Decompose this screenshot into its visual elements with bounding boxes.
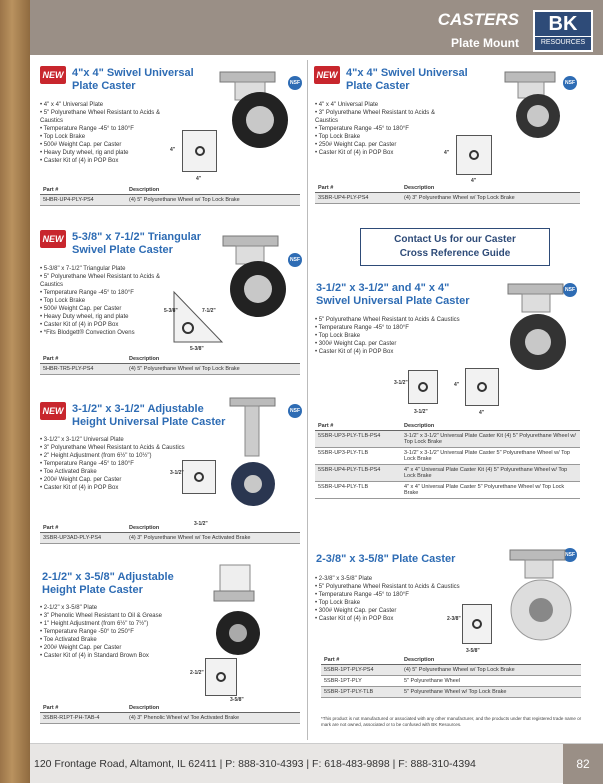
product-title: 3-1/2" x 3-1/2" Adjustable Height Universal Plate Caster — [72, 403, 226, 428]
table-row: 5SBR-1PT-PLY-TLB 5" Polyurethane Wheel w/ Top Lock Brake — [321, 687, 581, 698]
nsf-icon: NSF — [288, 404, 302, 418]
wood-sidebar — [0, 0, 30, 783]
parts-table: Part # Description 5HBR-TR5-PLY-PS4 (4) 5" Polyurethane Wheel w/ Top Lock Brake — [40, 355, 300, 375]
table-row: 3SBR-UP4-PLY-PS4 (4) 3" Polyurethane Wheel w/ Top Lock Brake — [315, 193, 580, 204]
parts-table: Part # Description 5HBR-UP4-PLY-PS4 (4) 5" Polyurethane Wheel w/ Top Lock Brake — [40, 186, 300, 206]
new-badge: NEW — [40, 402, 66, 420]
product-title: 4"x 4" Swivel Universal Plate Caster — [346, 67, 468, 92]
table-row: 5SBR-UP4-PLY-TLB-PS4 4" x 4" Universal Plate Caster Kit (4) 5" Polyurethane Wheel w/ Top Lock Brake — [315, 465, 580, 482]
dimension-label: 3-1/2" — [414, 409, 428, 415]
caster-image — [215, 70, 290, 155]
dimension-label: 3-1/2" — [394, 380, 408, 386]
spec-list: • 5-3/8" x 7-1/2" Triangular Plate • 5" Polyurethane Wheel Resistant to Acids & Caustics • Temperature Range -45° to 180°F • Top Lock Brake • 500# Weight Cap. per Caster • Heavy Duty wheel, rig and plate • Caster Kit of (4) in POP Box • *Fits Blodgett® Convection Ovens — [40, 265, 180, 337]
page-header — [30, 0, 603, 55]
caster-image — [500, 282, 575, 377]
plate-diagram — [205, 658, 237, 696]
plate-diagram — [408, 370, 438, 404]
subsection-title: Plate Mount — [451, 36, 519, 50]
plate-diagram — [465, 368, 499, 406]
contact-callout — [360, 228, 550, 266]
parts-table: Part # Description 5SBR-UP3-PLY-TLB-PS4 3-1/2" x 3-1/2" Universal Plate Caster Kit (4) 5" Polyurethane Wheel w/ Top Lock Brake 5SBR-UP3-PLY-TLB 3-1/2" x 3-1/2" Universal Plate Caster 5" Polyurethane Wheel w/ Top Lock Brake 5SBR-UP4-PLY-TLB-PS4 4" x 4" Universal Plate Caster Kit (4) 5" Polyurethane Wheel w/ Top Lock Brake 5SBR-UP4-PLY-TLB 4" x 4" Universal Plate Caster 5" Polyurethane Wheel w/ Top Lock Brake — [315, 422, 580, 499]
table-row: 5HBR-UP4-PLY-PS4 (4) 5" Polyurethane Wheel w/ Top Lock Brake — [40, 195, 300, 206]
spec-list: • 5" Polyurethane Wheel Resistant to Acids & Caustics • Temperature Range -45° to 180°F • Top Lock Brake • 300# Weight Cap. per Caster • Caster Kit of (4) in POP Box — [315, 316, 485, 356]
brand-logo — [533, 10, 593, 52]
table-row: 3SBR-UP3AD-PLY-PS4 (4) 3" Polyurethane Wheel w/ Toe Activated Brake — [40, 533, 300, 544]
section-title: CASTERS — [437, 10, 519, 29]
plate-diagram — [182, 460, 216, 494]
page-footer — [30, 743, 603, 783]
spec-list: • 4" x 4" Universal Plate • 5" Polyurethane Wheel Resistant to Acids & Caustics • Temperature Range -45° to 180°F • Top Lock Brake • 500# Weight Cap. per Caster • Heavy Duty wheel, rig and plate • Caster Kit of (4) in POP Box — [40, 101, 180, 165]
nsf-icon: NSF — [563, 76, 577, 90]
disclaimer-note: *This product is not manufactured or associated with any other manufacturer, and the products under that registered trade name or mark are not owned, associated or to be confused with BK Resources. — [321, 716, 582, 727]
dimension-label: 4" — [454, 382, 460, 388]
logo-subtext: RESOURCES — [535, 36, 591, 49]
dimension-label: 4" — [471, 178, 477, 184]
table-row: 5SBR-UP3-PLY-TLB 3-1/2" x 3-1/2" Universal Plate Caster 5" Polyurethane Wheel w/ Top Lock Brake — [315, 448, 580, 465]
caster-image — [225, 396, 285, 511]
caster-image — [505, 548, 575, 648]
dimension-label: 2-3/8" — [447, 616, 461, 622]
new-badge: NEW — [314, 66, 340, 84]
spec-list: • 3-1/2" x 3-1/2" Universal Plate • 3" Polyurethane Wheel Resistant to Acids & Caustics • 2" Height Adjustment (from 6½" to 10½") • Temperature Range -45° to 180°F • Toe Activated Brake • 200# Weight Cap. per Caster • Caster Kit of (4) in POP Box — [40, 436, 190, 492]
dimension-label: 7-1/2" — [202, 308, 216, 314]
plate-diagram — [456, 135, 492, 175]
product-title: 2-3/8" x 3-5/8" Plate Caster — [316, 553, 456, 565]
parts-table: Part # Description 5SBR-1PT-PLY-PS4 (4) 5" Polyurethane Wheel w/ Top Lock Brake 5SBR-1PT-PLY 5" Polyurethane Wheel 5SBR-1PT-PLY-TLB 5" Polyurethane Wheel w/ Top Lock Brake — [321, 656, 581, 698]
parts-table: Part # Description 3SBR-UP3AD-PLY-PS4 (4) 3" Polyurethane Wheel w/ Toe Activated Brake — [40, 524, 300, 544]
dimension-label: 3-5/8" — [230, 697, 244, 703]
caster-image — [218, 234, 288, 324]
contact-line-2: Cross Reference Guide — [399, 248, 511, 259]
dimension-label: 3-1/2" — [170, 470, 184, 476]
table-row: 5SBR-1PT-PLY-PS4 (4) 5" Polyurethane Wheel w/ Top Lock Brake — [321, 665, 581, 676]
page-number: 82 — [563, 744, 603, 784]
contact-line-1: Contact Us for our Caster — [394, 234, 516, 245]
spec-list: • 2-1/2" x 3-5/8" Plate • 3" Phenolic Wheel Resistant to Oil & Grease • 1" Height Adjustment (from 6½" to 7½") • Temperature Range -50° to 250°F • Toe Activated Brake • 200# Weight Cap. per Caster • Caster Kit of (4) in Standard Brown Box — [40, 604, 190, 660]
column-divider — [307, 60, 308, 740]
plate-diagram — [182, 130, 217, 172]
product-title: 4"x 4" Swivel Universal Plate Caster — [72, 67, 194, 92]
table-row: 5HBR-TR5-PLY-PS4 (4) 5" Polyurethane Wheel w/ Top Lock Brake — [40, 364, 300, 375]
footer-contact: 120 Frontage Road, Altamont, IL 62411 | P: 888-310-4393 | F: 618-483-9898 | F: 888-310-4394 — [34, 758, 476, 770]
dimension-label: 3-5/8" — [466, 648, 480, 654]
dimension-label: 5-3/8" — [164, 308, 178, 314]
nsf-icon: NSF — [563, 548, 577, 562]
plate-diagram — [462, 604, 492, 644]
nsf-icon: NSF — [288, 76, 302, 90]
parts-table: Part # Description 3SBR-UP4-PLY-PS4 (4) 3" Polyurethane Wheel w/ Top Lock Brake — [315, 184, 580, 204]
triangle-plate-diagram — [172, 290, 224, 345]
dimension-label: 5-3/8" — [190, 346, 204, 352]
dimension-label: 4" — [479, 410, 485, 416]
nsf-icon: NSF — [563, 283, 577, 297]
table-row: 3SBR-R1PT-PH-TAB-4 (4) 3" Phenolic Wheel w/ Toe Activated Brake — [40, 713, 300, 724]
table-row: 5SBR-UP4-PLY-TLB 4" x 4" Universal Plate Caster 5" Polyurethane Wheel w/ Top Lock Brake — [315, 482, 580, 499]
parts-table: Part # Description 3SBR-R1PT-PH-TAB-4 (4) 3" Phenolic Wheel w/ Toe Activated Brake — [40, 704, 300, 724]
spec-list: • 4" x 4" Universal Plate • 3" Polyurethane Wheel Resistant to Acids & Caustics • Temperature Range -45° to 180°F • Top Lock Brake • 250# Weight Cap. per Caster • Caster Kit of (4) in POP Box — [315, 101, 455, 157]
dimension-label: 2-1/2" — [190, 670, 204, 676]
dimension-label: 4" — [196, 176, 202, 182]
product-title: 2-1/2" x 3-5/8" Adjustable Height Plate Caster — [42, 571, 174, 596]
new-badge: NEW — [40, 66, 66, 84]
table-row: 5SBR-1PT-PLY 5" Polyurethane Wheel — [321, 676, 581, 687]
product-title: 3-1/2" x 3-1/2" and 4" x 4" Swivel Universal Plate Caster — [316, 282, 470, 307]
dimension-label: 4" — [170, 147, 176, 153]
logo-text: BK — [548, 13, 578, 35]
new-badge: NEW — [40, 230, 66, 248]
nsf-icon: NSF — [288, 253, 302, 267]
table-row: 5SBR-UP3-PLY-TLB-PS4 3-1/2" x 3-1/2" Universal Plate Caster Kit (4) 5" Polyurethane Wheel w/ Top Lock Brake — [315, 431, 580, 448]
dimension-label: 4" — [444, 150, 450, 156]
spec-list: • 2-3/8" x 3-5/8" Plate • 5" Polyurethane Wheel Resistant to Acids & Caustics • Temperature Range -45° to 180°F • Top Lock Brake • 300# Weight Cap. per Caster • Caster Kit of (4) in POP Box — [315, 575, 485, 623]
caster-image — [500, 70, 570, 145]
product-title: 5-3/8" x 7-1/2" Triangular Swivel Plate Caster — [72, 231, 202, 256]
caster-image — [200, 563, 270, 658]
dimension-label: 3-1/2" — [194, 521, 208, 527]
